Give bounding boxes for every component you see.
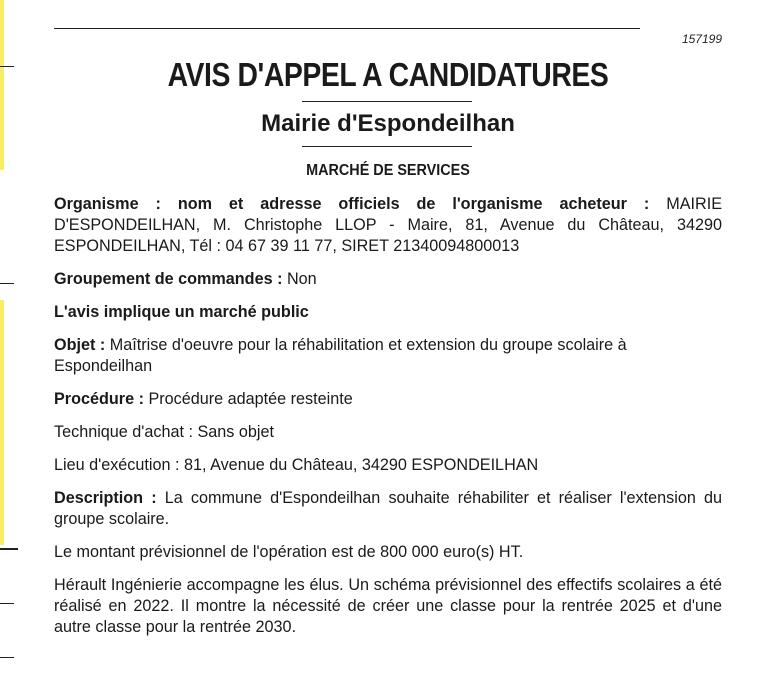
edge-rule — [0, 283, 14, 284]
paragraph-objet: Objet : Maîtrise d'oeuvre pour la réhabilitation et extension du groupe scolaire à Espondeilhan — [54, 336, 627, 375]
paragraph-technique: Technique d'achat : Sans objet — [54, 423, 274, 441]
subtitle-divider — [302, 146, 472, 147]
paragraph-procedure: Procédure : Procédure adaptée resteinte — [54, 390, 353, 408]
paragraph-marche-public: L'avis implique un marché public — [54, 303, 309, 321]
highlight-strip-bottom — [0, 300, 4, 545]
title-divider — [302, 101, 472, 102]
paragraph-montant: Le montant prévisionnel de l'opération est de 800 000 euro(s) HT. — [54, 543, 524, 561]
section-heading: MARCHÉ DE SERVICES — [306, 162, 470, 179]
edge-rule — [0, 66, 14, 67]
edge-rule — [0, 657, 14, 658]
notice-body — [54, 194, 722, 650]
edge-rule — [0, 548, 18, 550]
right-column-fragment — [752, 0, 772, 674]
reference-number: 157199 — [681, 32, 722, 46]
top-rule — [54, 28, 640, 29]
paragraph-organisme: Organisme : nom et adresse officiels de l'organisme acheteur : MAIRIE D'ESPONDEILHAN, M. Christophe LLOP - Maire, 81, Avenue du Château, 34290 ESPONDEILHAN, Tél : 04 67 39 11 77, SIRET 21340094800013 — [54, 195, 722, 255]
paragraph-description: Description : La commune d'Espondeilhan souhaite réhabiliter et réaliser l'extension du groupe scolaire. — [54, 489, 723, 528]
highlight-strip-top — [0, 0, 4, 170]
paragraph-lieu: Lieu d'exécution : 81, Avenue du Château, 34290 ESPONDEILHAN — [54, 456, 539, 474]
left-column-fragment — [0, 0, 30, 674]
paragraph-herault: Hérault Ingénierie accompagne les élus. Un schéma prévisionnel des effectifs scolaires a été réalisé en 2022. Il montre la nécessité de créer une classe pour la rentrée 2025 et d'une autre classe pour la rentrée 2030. — [54, 576, 722, 636]
notice-title: AVIS D'APPEL A CANDIDATURES — [167, 56, 609, 93]
issuer-name: Mairie d'Espondeilhan — [261, 110, 515, 137]
edge-rule — [0, 603, 14, 604]
paragraph-groupement: Groupement de commandes : Non — [54, 270, 317, 288]
